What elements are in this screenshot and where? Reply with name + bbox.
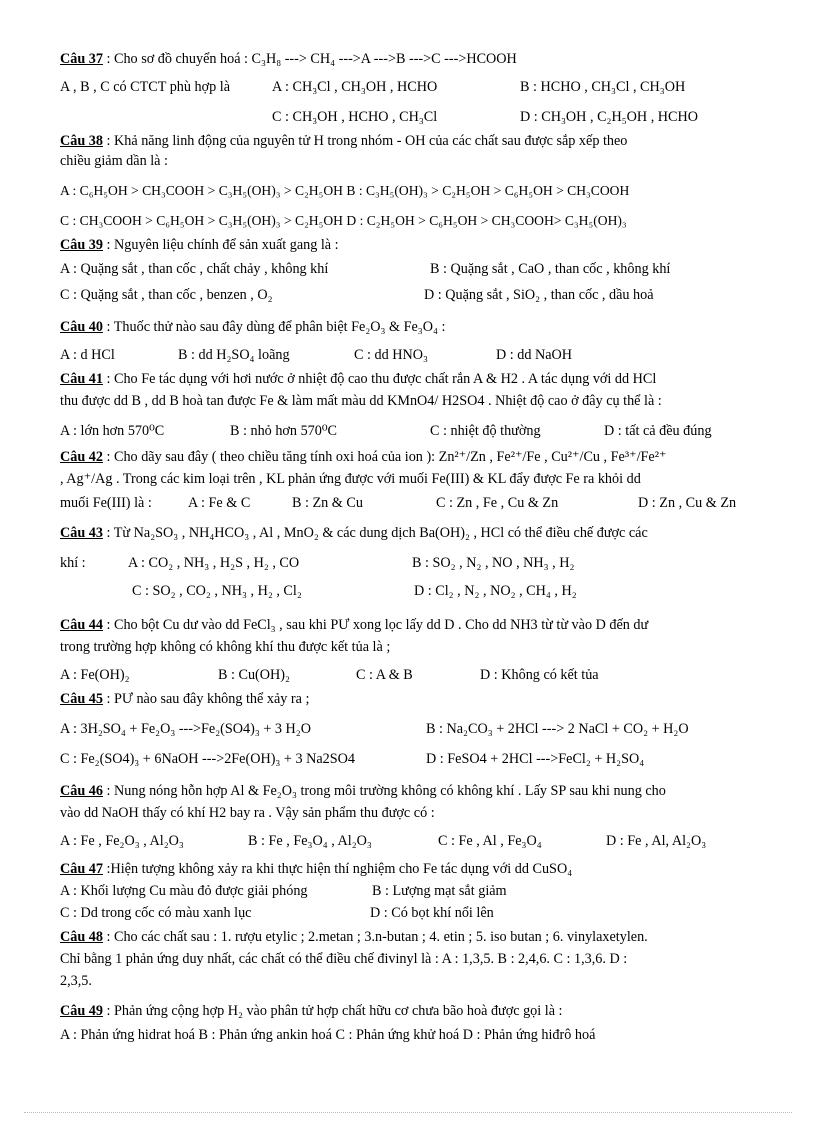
- option-a: A : Khối lượng Cu màu đỏ được giải phóng: [60, 883, 308, 899]
- question-46-stem: Câu 46 : Nung nóng hỗn hợp Al & Fe₂O₃ trong môi trường không có không khí . Lấy SP sau khi nung cho: [60, 783, 666, 799]
- question-label: Câu 39: [60, 237, 103, 253]
- option-c: C : dd HNO₃: [354, 347, 428, 363]
- option-d: D : tất cả đều đúng: [604, 423, 712, 439]
- option-b: B : Na₂CO₃ + 2HCl ---> 2 NaCl + CO₂ + H₂O: [426, 721, 689, 737]
- option-b: B : HCHO , CH₃Cl , CH₃OH: [520, 79, 686, 95]
- question-43-stem-cont: khí :: [60, 555, 86, 571]
- option-a: A : Fe & C: [188, 495, 251, 511]
- question-41-stem: Câu 41 : Cho Fe tác dụng với hơi nước ở nhiệt độ cao thu được chất rắn A & H2 . A tác dụng với dd HCl: [60, 371, 657, 387]
- option-a: A : 3H₂SO₄ + Fe₂O₃ --->Fe₂(SO4)₃ + 3 H₂O: [60, 721, 311, 737]
- option-b: B : nhỏ hơn 570⁰C: [230, 423, 337, 439]
- question-49-stem: Câu 49 : Phản ứng cộng hợp H₂ vào phân tử hợp chất hữu cơ chưa bão hoà được gọi là :: [60, 1003, 563, 1019]
- option-cd: C : CH₃COOH > C₆H₅OH > C₃H₅(OH)₃ > C₂H₅OH D : C₂H₅OH > C₆H₅OH > CH₃COOH> C₃H₅(OH)₃: [60, 213, 627, 228]
- question-label: Câu 40: [60, 319, 103, 335]
- question-label: Câu 41: [60, 371, 103, 387]
- option-a: A : CH₃Cl , CH₃OH , HCHO: [272, 79, 438, 95]
- question-label: Câu 48: [60, 929, 103, 945]
- question-42-stem-cont2: muối Fe(III) là :: [60, 495, 152, 511]
- question-40-stem: Câu 40 : Thuốc thử nào sau đây dùng để phân biệt Fe₂O₃ & Fe₃O₄ :: [60, 319, 446, 335]
- option-d: D : Quặng sắt , SiO₂ , than cốc , dầu hoả: [424, 287, 654, 303]
- option-a: A : Fe , Fe₂O₃ , Al₂O₃: [60, 833, 184, 849]
- option-c: C : nhiệt độ thường: [430, 423, 541, 439]
- option-c: C : Fe₂(SO4)₃ + 6NaOH --->2Fe(OH)₃ + 3 Na2SO4: [60, 751, 355, 767]
- question-38-stem: Câu 38 : Khả năng linh động của nguyên tử H trong nhóm - OH của các chất sau được sắp xếp theo: [60, 133, 628, 149]
- question-48-stem-cont2: 2,3,5.: [60, 973, 92, 989]
- question-label: Câu 47: [60, 861, 103, 877]
- option-d: D : Fe , Al, Al₂O₃: [606, 833, 707, 849]
- option-d: D : FeSO4 + 2HCl --->FeCl₂ + H₂SO₄: [426, 751, 645, 767]
- question-label: Câu 44: [60, 617, 103, 633]
- question-42-stem: Câu 42 : Cho dãy sau đây ( theo chiều tăng tính oxi hoá của ion ): Zn²⁺/Zn , Fe²⁺/Fe , Cu²⁺/Cu , Fe³⁺/Fe²⁺: [60, 449, 667, 465]
- option-b: B : SO₂ , N₂ , NO , NH₃ , H₂: [412, 555, 575, 571]
- option-b: B : Cu(OH)₂: [218, 667, 290, 683]
- option-b: B : Quặng sắt , CaO , than cốc , không khí: [430, 261, 671, 277]
- option-b: B : dd H₂SO₄ loãng: [178, 347, 290, 363]
- option-c: C : Fe , Al , Fe₃O₄: [438, 833, 542, 849]
- question-41-stem-cont: thu được dd B , dd B hoà tan được Fe & làm mất màu dd KMnO4/ H2SO4 . Nhiệt độ cao ở đây cụ thể là :: [60, 393, 662, 409]
- option-d: D : CH₃OH , C₂H₅OH , HCHO: [520, 109, 699, 125]
- question-42-stem-cont: , Ag⁺/Ag . Trong các kim loại trên , KL phản ứng được với muối Fe(III) & KL đẩy được Fe ra khỏi dd: [60, 471, 641, 487]
- option-d: D : Có bọt khí nổi lên: [370, 905, 494, 921]
- question-38-stem-cont: chiều giảm dần là :: [60, 153, 168, 169]
- option-d: D : Không có kết tủa: [480, 667, 599, 683]
- option-c: C : SO₂ , CO₂ , NH₃ , H₂ , Cl₂: [132, 583, 302, 599]
- page-bottom-rule: [24, 1112, 792, 1113]
- option-b: B : Fe , Fe₃O₄ , Al₂O₃: [248, 833, 372, 849]
- option-d: D : dd NaOH: [496, 347, 573, 363]
- question-48-stem: Câu 48 : Cho các chất sau : 1. rượu etylic ; 2.metan ; 3.n-butan ; 4. etin ; 5. iso butan ; 6. vinylaxetylen.: [60, 929, 648, 945]
- question-39-stem: Câu 39 : Nguyên liệu chính để sản xuất gang là :: [60, 237, 339, 253]
- question-label: Câu 42: [60, 449, 103, 465]
- option-a: A : CO₂ , NH₃ , H₂S , H₂ , CO: [128, 555, 300, 571]
- question-44-stem: Câu 44 : Cho bột Cu dư vào dd FeCl₃ , sau khi PƯ xong lọc lấy dd D . Cho dd NH3 từ từ vào D đến dư: [60, 617, 649, 633]
- question-label: Câu 46: [60, 783, 103, 799]
- option-d: D : Cl₂ , N₂ , NO₂ , CH₄ , H₂: [414, 583, 577, 599]
- question-44-stem-cont: trong trường hợp không có không khí thu được kết tủa là ;: [60, 639, 391, 655]
- option-a: A : Fe(OH)₂: [60, 667, 130, 683]
- option-c: C : Dd trong cốc có màu xanh lục: [60, 905, 252, 921]
- option-b: B : Zn & Cu: [292, 495, 363, 511]
- option-b: B : Lượng mạt sắt giảm: [372, 883, 507, 899]
- option-c: C : Quặng sắt , than cốc , benzen , O₂: [60, 287, 273, 303]
- option-a: A : d HCl: [60, 347, 115, 363]
- question-label: Câu 45: [60, 691, 103, 707]
- question-48-stem-cont: Chỉ bằng 1 phản ứng duy nhất, các chất có thể điều chế đivinyl là : A : 1,3,5. B : 2,4,6. C : 1,3,6. D :: [60, 951, 628, 967]
- question-label: Câu 37: [60, 51, 103, 67]
- question-label: Câu 43: [60, 525, 103, 541]
- question-label: Câu 49: [60, 1003, 103, 1019]
- question-49-options: A : Phản ứng hidrat hoá B : Phản ứng ankin hoá C : Phản ứng khử hoá D : Phản ứng hiđrô hoá: [60, 1027, 596, 1043]
- option-d: D : Zn , Cu & Zn: [638, 495, 737, 511]
- option-c: C : Zn , Fe , Cu & Zn: [436, 495, 559, 511]
- option-c: C : A & B: [356, 667, 413, 683]
- option-c: C : CH₃OH , HCHO , CH₃Cl: [272, 109, 438, 125]
- question-47-stem: Câu 47 :Hiện tượng không xảy ra khi thực hiện thí nghiệm cho Fe tác dụng với dd CuSO₄: [60, 861, 573, 877]
- option-ab: A : C₆H₅OH > CH₃COOH > C₃H₅(OH)₃ > C₂H₅OH B : C₃H₅(OH)₃ > C₂H₅OH > C₆H₅OH > CH₃COOH: [60, 183, 630, 198]
- question-46-stem-cont: vào dd NaOH thấy có khí H2 bay ra . Vậy sản phẩm thu được có :: [60, 805, 435, 821]
- question-43-stem: Câu 43 : Từ Na₂SO₃ , NH₄HCO₃ , Al , MnO₂ & các dung dịch Ba(OH)₂ , HCl có thể điều chế được các: [60, 525, 648, 541]
- question-45-stem: Câu 45 : PƯ nào sau đây không thể xảy ra ;: [60, 691, 310, 707]
- question-37-stem: Câu 37 : Cho sơ đồ chuyển hoá : C₃H₈ ---> CH₄ --->A --->B --->C --->HCOOH: [60, 51, 517, 67]
- option-a: A : Quặng sắt , than cốc , chất chảy , không khí: [60, 261, 329, 277]
- option-a: A : lớn hơn 570⁰C: [60, 423, 165, 439]
- question-37-intro: A , B , C có CTCT phù hợp là: [60, 79, 231, 95]
- question-label: Câu 38: [60, 133, 103, 149]
